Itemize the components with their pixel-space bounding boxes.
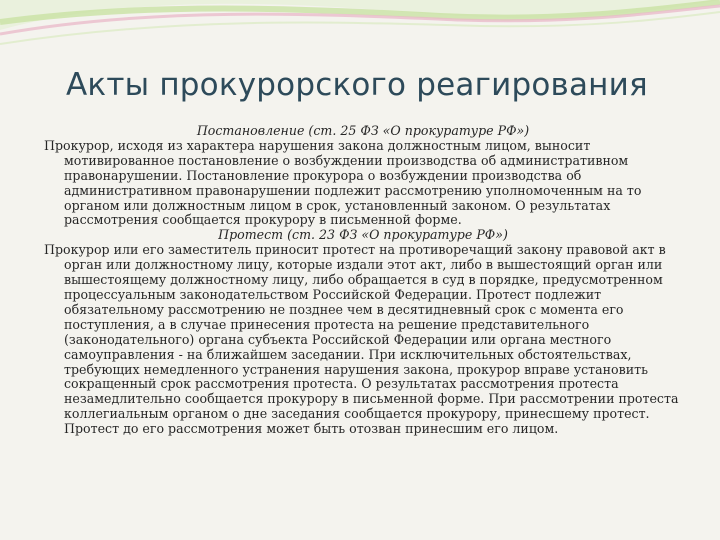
- slide-content: [44, 124, 682, 437]
- section-text-protest: Прокурор или его заместитель приносит протест на противоречащий закону правовой акт в орган или должностному лицу, которые издали этот акт, либо в вышестоящий орган или вышестоящему должностному лицу, либо обращается в суд в порядке, предусмотренном процессуальным законодательством Российской Федерации. Протест подлежит обязательному рассмотрению не позднее чем в десятидневный срок с момента его поступления, а в случае принесения протеста на решение представительного (законодательного) органа субъекта Российской Федерации или органа местного самоуправления - на ближайшем заседании. При исключительных обстоятельствах, требующих немедленного устранения нарушения закона, прокурор вправе установить сокращенный срок рассмотрения протеста. О результатах рассмотрения протеста незамедлительно сообщается прокурору в письменной форме. При рассмотрении протеста коллегиальным органом о дне заседания сообщается прокурору, принесшему протест. Протест до его рассмотрения может быть отозван принесшим его лицом.: [44, 242, 679, 437]
- section-heading-protest: Протест (ст. 23 ФЗ «О прокуратуре РФ»): [218, 227, 508, 243]
- section-text-postanovlenie: Прокурор, исходя из характера нарушения закона должностным лицом, выносит мотивированное постановление о возбуждении производства об административном правонарушении. Постановление прокурора о возбуждении производства об административном правонарушении подлежит рассмотрению уполномоченным на то органом или должностным лицом в срок, установленный законом. О результатах рассмотрения сообщается прокурору в письменной форме.: [44, 137, 642, 228]
- slide-title: Акты прокурорского реагирования: [66, 67, 648, 103]
- section-heading-postanovlenie: Постановление (ст. 25 ФЗ «О прокуратуре РФ»): [196, 123, 530, 138]
